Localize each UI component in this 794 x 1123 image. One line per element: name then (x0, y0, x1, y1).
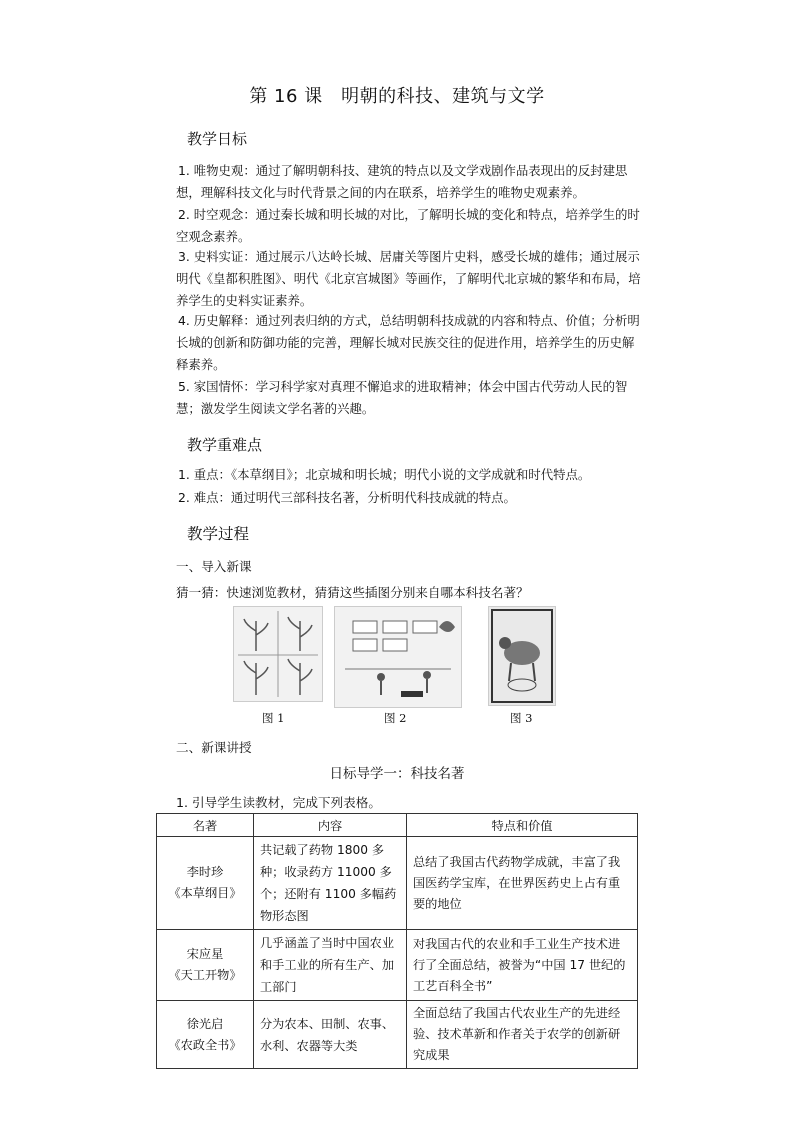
keypoint-item-2: 2. 难点：通过明代三部科技名著，分析明代科技成就的特点。 (178, 490, 516, 505)
figure-3-caption: 图 3 (510, 711, 533, 725)
book-cell (157, 837, 254, 930)
book-cell (157, 1001, 254, 1069)
new-lesson-heading: 二、新课讲授 (176, 740, 252, 755)
table-row (157, 837, 638, 930)
header-content: 内容 (254, 814, 407, 837)
header-value: 特点和价值 (407, 814, 638, 837)
book-cell (157, 930, 254, 1001)
goal-item-2: 2. 时空观念：通过秦长城和明长城的对比，了解明长城的变化和特点，培养学生的时空观念素养。 (176, 207, 640, 244)
table-row (157, 1001, 638, 1069)
goal-guide-title: 日标导学一：科技名著 (329, 766, 465, 782)
figure-1-herb-illustration (233, 606, 323, 702)
goal-item-4: 4. 历史解释：通过列表归纳的方式，总结明朝科技成就的内容和特点、价值；分析明长城的创新和防御功能的完善，理解长城对民族交往的促进作用，培养学生的历史解释素养。 (176, 313, 640, 372)
keypoints-heading: 教学重难点 (187, 436, 263, 454)
figure-2-workshop-illustration (334, 606, 462, 708)
goals-heading: 教学日标 (187, 130, 248, 148)
intro-heading: 一、导入新课 (176, 559, 252, 574)
content-cell: 几乎涵盖了当时中国农业和手工业的所有生产、加工部门 (254, 930, 407, 1001)
figure-1-caption: 图 1 (262, 711, 285, 725)
value-cell: 对我国古代的农业和手工业生产技术进行了全面总结，被誉为“中国 17 世纪的工艺百科全书” (407, 930, 638, 1001)
intro-text: 猜一猜：快速浏览教材，猜猜这些插图分别来自哪本科技名著？ (176, 585, 529, 600)
value-cell: 总结了我国古代药物学成就，丰富了我国医药学宝库，在世界医药史上占有重要的地位 (407, 837, 638, 930)
table-header-row (157, 814, 638, 837)
content-cell: 共记载了药物 1800 多种；收录药方 11000 多个；还附有 1100 多幅药物形态图 (254, 837, 407, 930)
book-name: 《本草纲目》 (168, 886, 242, 900)
goal-item-3: 3. 史料实证：通过展示八达岭长城、居庸关等图片史料，感受长城的雄伟；通过展示明代《皇都积胜图》、明代《北京宫城图》等画作，了解明代北京城的繁华和布局，培养学生的史料实证素养。 (176, 249, 641, 308)
header-book: 名著 (157, 814, 254, 837)
book-name: 《农政全书》 (168, 1037, 242, 1052)
herb-plants-icon (234, 607, 322, 701)
table-row (157, 930, 638, 1001)
author-name: 李时珍 (186, 865, 224, 879)
author-name: 徐光启 (186, 1016, 224, 1031)
workshop-scene-icon (335, 607, 461, 707)
author-name: 宋应星 (186, 947, 224, 961)
figure-2-caption: 图 2 (384, 711, 407, 725)
ox-figure-icon (489, 607, 555, 705)
value-cell: 全面总结了我国古代农业生产的先进经验、技术革新和作者关于农学的创新研究成果 (407, 1001, 638, 1069)
page-title: 第 16 课 明朝的科技、建筑与文学 (249, 86, 545, 107)
goal-item-5: 5. 家国情怀：学习科学家对真理不懈追求的进取精神；体会中国古代劳动人民的智慧；激发学生阅读文学名著的兴趣。 (176, 379, 628, 416)
keypoint-item-1: 1. 重点：《本草纲目》；北京城和明长城；明代小说的文学成就和时代特点。 (178, 467, 591, 482)
figure-3-ox-plough-illustration (488, 606, 556, 706)
figure-row (0, 606, 794, 726)
book-name: 《天工开物》 (168, 968, 242, 982)
science-books-table (156, 813, 638, 1069)
content-cell: 分为农本、田制、农事、水利、农器等大类 (254, 1001, 407, 1069)
table-instruction: 1. 引导学生读教材，完成下列表格。 (176, 795, 381, 810)
goal-item-1: 1. 唯物史观：通过了解明朝科技、建筑的特点以及文学戏剧作品表现出的反封建思想，理解科技文化与时代背景之间的内在联系，培养学生的唯物史观素养。 (176, 163, 628, 200)
process-heading: 教学过程 (187, 525, 250, 543)
